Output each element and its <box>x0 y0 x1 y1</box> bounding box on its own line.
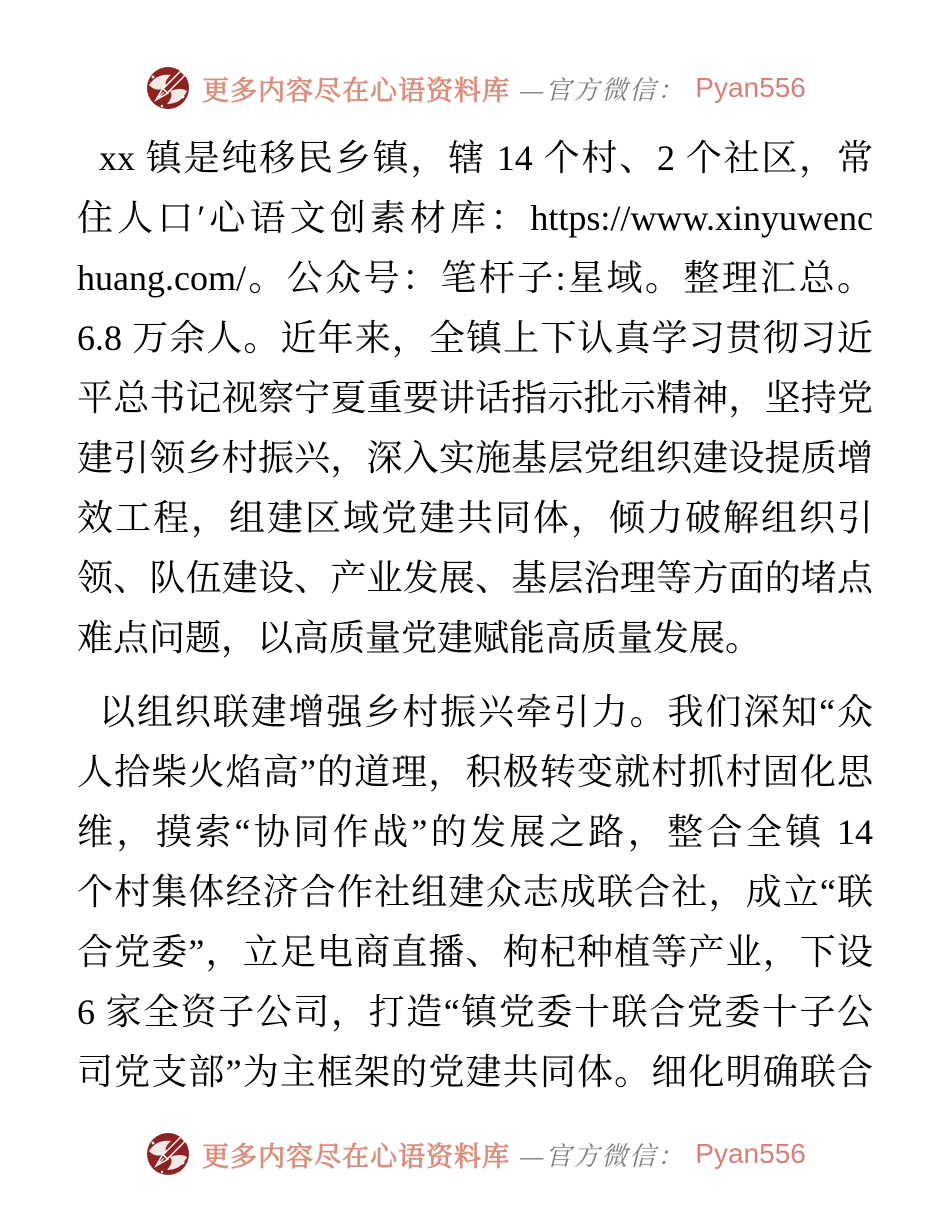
text-line: 人拾柴火焰高”的道理，积极转变就村抓村固化思 <box>77 752 873 792</box>
text-line: 6 家全资子公司，打造“镇党委十联合党委十子公 <box>77 992 873 1032</box>
text-line: 合党委”，立足电商直播、枸杞种植等产业，下设 <box>77 932 873 972</box>
wechat-label-text: 官方微信： <box>545 1141 686 1171</box>
text-line: 建引领乡村振兴，深入实施基层党组织建设提质增 <box>77 438 873 478</box>
separator-dash: — <box>520 75 546 105</box>
text-line: 以组织联建增强乡村振兴牵引力。我们深知“众 <box>99 692 873 732</box>
text-line: 6.8 万余人。近年来，全镇上下认真学习贯彻习近 <box>77 318 873 358</box>
wechat-id: Pyan556 <box>695 1138 806 1169</box>
paragraph-1 <box>77 128 873 668</box>
text-line: 司党支部”为主框架的党建共同体。细化明确联合 <box>77 1052 873 1092</box>
wechat-label-text: 官方微信： <box>545 75 686 105</box>
wechat-label <box>520 70 685 107</box>
text-line: 维，摸索“协同作战”的发展之路，整合全镇 14 <box>77 812 873 852</box>
pen-circle-logo-icon <box>144 1130 192 1178</box>
brand-text: 更多内容尽在心语资料库 <box>202 75 511 106</box>
text-line: 个村集体经济合作社组建众志成联合社，成立“联 <box>77 872 873 912</box>
separator-dash: — <box>520 1141 546 1171</box>
document-body <box>77 128 873 1102</box>
wechat-label <box>520 1136 685 1173</box>
text-line: xx 镇是纯移民乡镇，辖 14 个村、2 个社区，常 <box>99 138 873 178</box>
text-line: 难点问题，以高质量党建赋能高质量发展。 <box>77 618 762 658</box>
text-line: 住人口′心语文创素材库：https://www.xinyuwenc <box>77 198 873 238</box>
text-line: 领、队伍建设、产业发展、基层治理等方面的堵点 <box>77 558 873 598</box>
text-line: 平总书记视察宁夏重要讲话指示批示精神，坚持党 <box>77 378 873 418</box>
header-watermark <box>0 62 950 114</box>
paragraph-2 <box>77 682 873 1102</box>
pen-circle-logo-icon <box>144 64 192 112</box>
footer-watermark <box>0 1128 950 1180</box>
brand-text: 更多内容尽在心语资料库 <box>202 1141 511 1172</box>
text-line: huang.com/。公众号：笔杆子:星域。整理汇总。 <box>77 258 873 298</box>
wechat-id: Pyan556 <box>695 72 806 103</box>
text-line: 效工程，组建区域党建共同体，倾力破解组织引 <box>77 498 873 538</box>
